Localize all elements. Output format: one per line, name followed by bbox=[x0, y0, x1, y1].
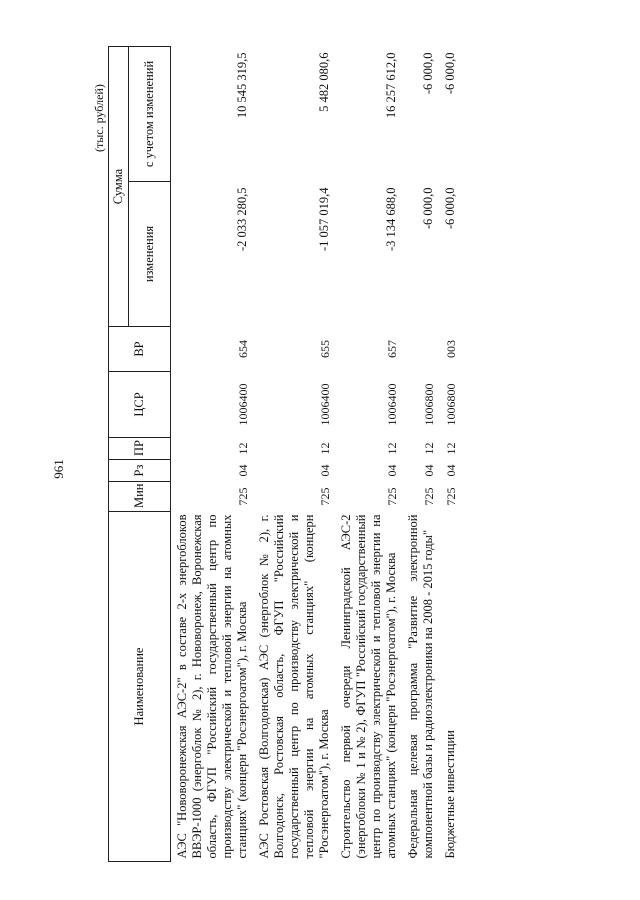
page-number bbox=[47, 461, 71, 481]
row-vr: 655 bbox=[317, 340, 332, 358]
row-changes: -6 000,0 bbox=[421, 187, 435, 230]
budget-table bbox=[108, 46, 461, 862]
row-csr: 1006800 bbox=[443, 383, 458, 426]
row-changes: -6 000,0 bbox=[443, 187, 457, 230]
row-name: Строительство первой очереди Ленинградской АЭС-2 (энергоблоки № 1 и № 2), ФГУП "Российский государственный центр по производству электрической и тепловой энергии на атомных станциях" (концерн "Росэнергоатом"), г. Москва bbox=[339, 514, 398, 859]
table-row bbox=[439, 47, 461, 862]
row-pr: 12 bbox=[235, 442, 250, 455]
row-with-changes: -6 000,0 bbox=[443, 52, 457, 95]
row-min: 725 bbox=[421, 487, 436, 506]
units-label: (тыс. рублей) bbox=[92, 84, 106, 152]
row-rz: 04 bbox=[235, 464, 250, 477]
row-name: АЭС "Нововоронежская АЭС-2" в составе 2-х энергоблоков ВВЭР-1000 (энергоблок № 2), г. Нововоронеж, Воронежская область, ФГУП "Российский государственный центр по производству электрической и тепловой энергии на атомных станциях" (концерн "Росэнергоатом"), г. Москва bbox=[175, 514, 249, 859]
header-name: Наименование bbox=[109, 512, 171, 862]
row-name: Бюджетные инвестиции bbox=[443, 730, 457, 859]
header-vr: ВР bbox=[109, 327, 171, 372]
header-min: Мин bbox=[109, 482, 171, 512]
row-min: 725 bbox=[384, 487, 399, 506]
row-csr: 1006400 bbox=[235, 383, 250, 426]
row-rz: 04 bbox=[421, 464, 436, 477]
table-row bbox=[171, 47, 254, 862]
row-vr: 657 bbox=[384, 340, 399, 358]
header-rz: Рз bbox=[109, 460, 171, 482]
row-csr: 1006800 bbox=[421, 383, 436, 426]
row-vr bbox=[402, 327, 439, 372]
row-name: АЭС Ростовская (Волгодонская) АЭС (энергоблок № 2), г. Волгодонск, Ростовская область, ФГУП "Российский государственный центр по производству электрической и тепловой энергии на атомных станциях" (концерн "Росэнергоатом"), г. Москва bbox=[257, 514, 331, 859]
header-pr: ПР bbox=[109, 438, 171, 460]
header-changes: изменения bbox=[129, 182, 171, 327]
row-with-changes: -6 000,0 bbox=[421, 52, 435, 95]
row-vr: 003 bbox=[443, 340, 458, 358]
table-row bbox=[335, 47, 402, 862]
row-min: 725 bbox=[235, 487, 250, 506]
row-pr: 12 bbox=[317, 442, 332, 455]
row-vr: 654 bbox=[235, 340, 250, 358]
header-summa: Сумма bbox=[109, 47, 129, 327]
table-row bbox=[253, 47, 335, 862]
row-rz: 04 bbox=[443, 464, 458, 477]
row-csr: 1006400 bbox=[317, 383, 332, 426]
row-rz: 04 bbox=[317, 464, 332, 477]
row-name: Федеральная целевая программа "Развитие электронной компонентной базы и радиоэлектроники на 2008 - 2015 годы" bbox=[406, 514, 435, 859]
row-pr: 12 bbox=[384, 442, 399, 455]
row-changes: -3 134 688,0 bbox=[384, 187, 398, 252]
row-with-changes: 16 257 612,0 bbox=[384, 52, 398, 119]
row-changes: -2 033 280,5 bbox=[235, 187, 249, 252]
row-pr: 12 bbox=[443, 442, 458, 455]
header-csr: ЦСР bbox=[109, 372, 171, 438]
row-pr: 12 bbox=[421, 442, 436, 455]
row-changes: -1 057 019,4 bbox=[317, 187, 331, 252]
row-min: 725 bbox=[317, 487, 332, 506]
row-csr: 1006400 bbox=[384, 383, 399, 426]
row-rz: 04 bbox=[384, 464, 399, 477]
table-row bbox=[402, 47, 439, 862]
row-min: 725 bbox=[443, 487, 458, 506]
row-with-changes: 10 545 319,5 bbox=[235, 52, 249, 119]
page-number-text: 961 bbox=[51, 459, 66, 479]
header-with-changes: с учетом изменений bbox=[129, 47, 171, 182]
row-with-changes: 5 482 080,6 bbox=[317, 52, 331, 112]
